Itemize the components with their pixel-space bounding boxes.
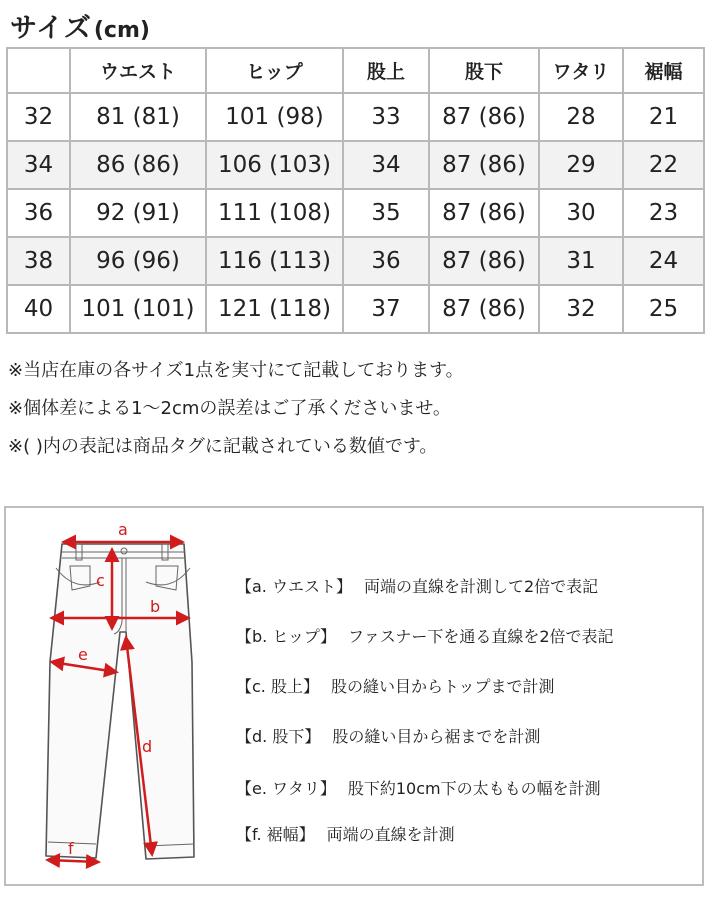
title-unit: (cm)	[93, 18, 150, 43]
label-e: e	[78, 645, 88, 664]
label-f: f	[68, 839, 74, 858]
legend-key: 【d. 股下】	[236, 727, 321, 746]
legend-item-f	[236, 822, 455, 845]
legend-item-e	[236, 776, 601, 799]
table-cell: 34	[343, 141, 429, 189]
legend-key: 【c. 股上】	[236, 677, 319, 696]
table-row	[7, 285, 704, 333]
table-row	[7, 237, 704, 285]
table-row	[7, 189, 704, 237]
table-cell: 28	[539, 93, 623, 141]
jeans-outline	[46, 544, 194, 859]
legend-desc: 両端の直線を計測	[326, 825, 455, 844]
table-header-row	[7, 48, 704, 93]
size-cell: 32	[7, 93, 70, 141]
table-cell: 92 (91)	[70, 189, 206, 237]
header-cell-inseam: 股下	[429, 48, 539, 93]
title-main: サイズ	[10, 13, 92, 44]
table-cell: 87 (86)	[429, 189, 539, 237]
table-cell: 81 (81)	[70, 93, 206, 141]
size-cell: 40	[7, 285, 70, 333]
table-cell: 29	[539, 141, 623, 189]
legend-key: 【a. ウエスト】	[236, 577, 352, 596]
table-cell: 32	[539, 285, 623, 333]
table-row	[7, 93, 704, 141]
table-cell: 116 (113)	[206, 237, 343, 285]
size-cell: 34	[7, 141, 70, 189]
legend-key: 【f. 裾幅】	[236, 825, 315, 844]
label-a: a	[118, 522, 128, 539]
arrow-f	[48, 860, 98, 862]
table-cell: 33	[343, 93, 429, 141]
table-cell: 30	[539, 189, 623, 237]
table-cell: 87 (86)	[429, 237, 539, 285]
legend-item-b	[236, 624, 614, 647]
table-cell: 22	[623, 141, 704, 189]
table-cell: 121 (118)	[206, 285, 343, 333]
table-cell: 106 (103)	[206, 141, 343, 189]
table-cell: 87 (86)	[429, 93, 539, 141]
legend-item-d	[236, 724, 540, 747]
note-line: ※当店在庫の各サイズ1点を実寸にて記載しております。	[8, 360, 464, 381]
legend-desc: 股の縫い目から裾までを計測	[332, 727, 541, 746]
header-cell-thigh: ワタリ	[539, 48, 623, 93]
header-cell-corner	[7, 48, 70, 93]
note-line: ※個体差による1〜2cmの誤差はご了承くださいませ。	[8, 398, 451, 419]
table-cell: 25	[623, 285, 704, 333]
size-table	[6, 47, 705, 334]
page-title	[10, 6, 150, 42]
legend-desc: 両端の直線を計測して2倍で表記	[363, 577, 599, 596]
size-cell: 38	[7, 237, 70, 285]
jeans-diagram	[34, 522, 214, 872]
note-line: ※( )内の表記は商品タグに記載されている数値です。	[8, 436, 438, 457]
table-row	[7, 141, 704, 189]
measurement-guide	[4, 506, 704, 886]
legend-item-c	[236, 674, 555, 697]
table-cell: 87 (86)	[429, 141, 539, 189]
header-cell-hem: 裾幅	[623, 48, 704, 93]
header-cell-waist: ウエスト	[70, 48, 206, 93]
table-cell: 87 (86)	[429, 285, 539, 333]
notes	[8, 352, 464, 466]
table-cell: 37	[343, 285, 429, 333]
label-c: c	[96, 571, 105, 590]
header-cell-rise: 股上	[343, 48, 429, 93]
legend-item-a	[236, 574, 598, 597]
table-cell: 21	[623, 93, 704, 141]
legend-desc: 股下約10cm下の太ももの幅を計測	[347, 779, 601, 798]
header-cell-hip: ヒップ	[206, 48, 343, 93]
label-d: d	[142, 737, 153, 756]
table-cell: 31	[539, 237, 623, 285]
size-cell: 36	[7, 189, 70, 237]
legend-desc: 股の縫い目からトップまで計測	[330, 677, 555, 696]
legend-key: 【b. ヒップ】	[236, 627, 337, 646]
table-cell: 23	[623, 189, 704, 237]
table-cell: 35	[343, 189, 429, 237]
table-cell: 36	[343, 237, 429, 285]
legend-key: 【e. ワタリ】	[236, 779, 336, 798]
label-b: b	[150, 597, 161, 616]
legend-desc: ファスナー下を通る直線を2倍で表記	[348, 627, 614, 646]
table-cell: 24	[623, 237, 704, 285]
table-cell: 96 (96)	[70, 237, 206, 285]
table-cell: 111 (108)	[206, 189, 343, 237]
table-cell: 86 (86)	[70, 141, 206, 189]
table-cell: 101 (98)	[206, 93, 343, 141]
table-cell: 101 (101)	[70, 285, 206, 333]
